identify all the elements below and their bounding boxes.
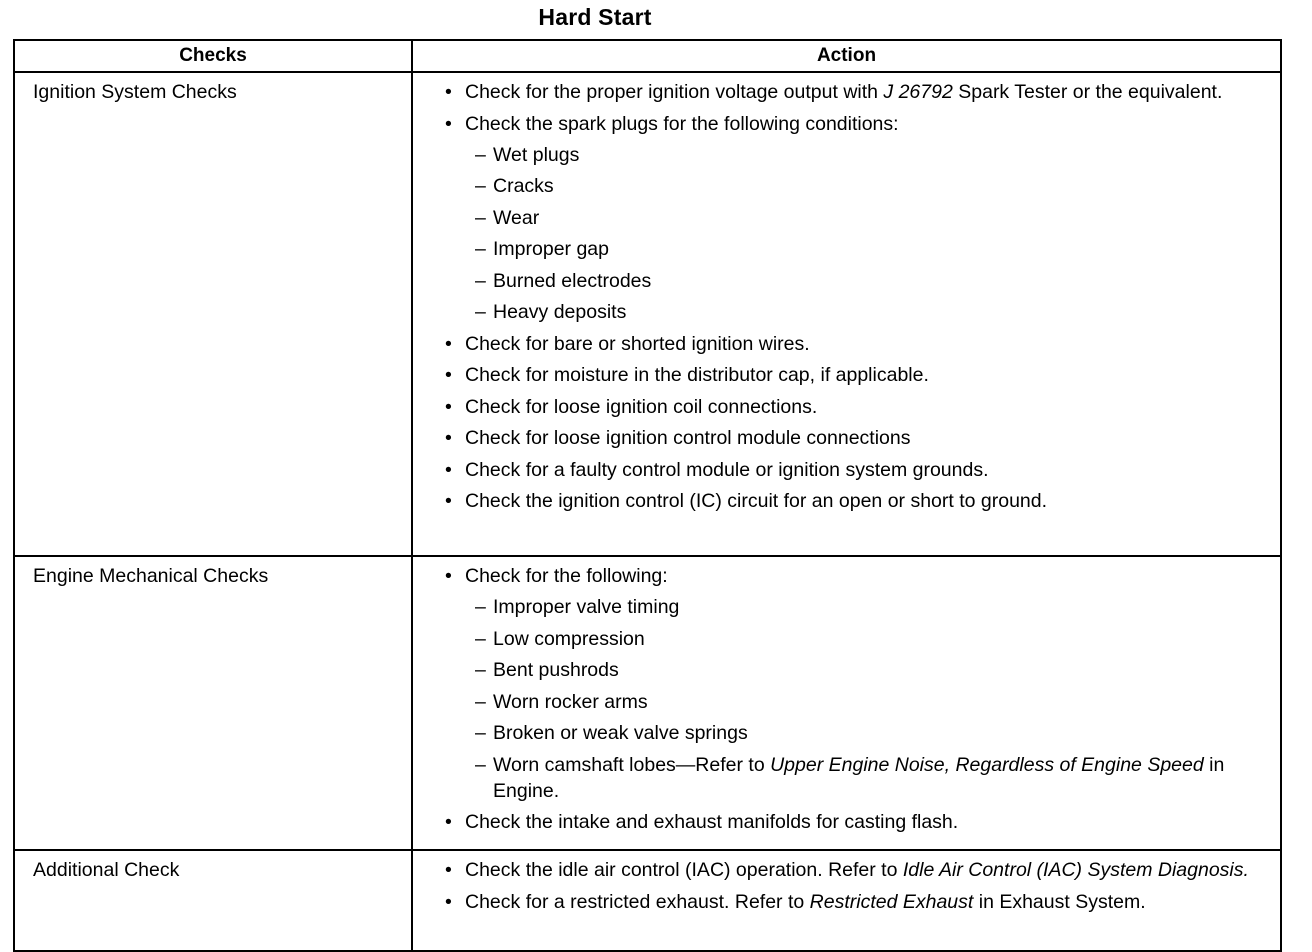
condition-list [465,594,1266,804]
action-list [443,857,1266,915]
table-header-row [14,40,1281,72]
table-row [14,72,1281,556]
action-item: • Check for a restricted exhaust. Refer to Restricted Exhaust in Exhaust System. [443,889,1266,915]
table-row [14,556,1281,850]
action-item: • Check for moisture in the distributor cap, if applicable. [443,362,1266,388]
action-item: • Check the spark plugs for the following conditions: – Wet plugs – Cracks – Wear – Improper gap – Burned electrodes – Heavy deposits [443,111,1266,326]
action-item: • Check for loose ignition control module connections [443,425,1266,451]
section-reference: Upper Engine Noise, Regardless of Engine Speed [770,753,1204,776]
column-header-checks: Checks [14,40,412,72]
condition-item: – Bent pushrods [475,657,1266,683]
action-item: • Check the intake and exhaust manifolds for casting flash. [443,809,1266,835]
condition-item: – Heavy deposits [475,299,1266,325]
condition-item: – Improper valve timing [475,594,1266,620]
section-reference: Restricted Exhaust [809,890,974,913]
condition-item: – Wear [475,205,1266,231]
condition-item: – Cracks [475,173,1266,199]
condition-list [465,142,1266,326]
action-item: • Check the ignition control (IC) circuit for an open or short to ground. [443,488,1266,514]
check-cell: Ignition System Checks [14,72,412,556]
action-cell [412,72,1281,556]
condition-item: – Low compression [475,626,1266,652]
action-item: • Check for the following: – Improper valve timing – Low compression – Bent pushrods – Worn rocker arms – Broken or weak valve springs – Worn camshaft lobes—Refer to Upper Engine Noise, Regardless of Engine Speed in Engine. [443,563,1266,804]
check-cell: Engine Mechanical Checks [14,556,412,850]
condition-item: – Worn camshaft lobes—Refer to Upper Engine Noise, Regardless of Engine Speed in Engine. [475,752,1266,804]
action-item: • Check for the proper ignition voltage output with J 26792 Spark Tester or the equivalent. [443,79,1266,105]
action-cell [412,850,1281,951]
action-item: • Check for a faulty control module or ignition system grounds. [443,457,1266,483]
condition-item: – Improper gap [475,236,1266,262]
action-list [443,79,1266,514]
condition-item: – Broken or weak valve springs [475,720,1266,746]
condition-item: – Wet plugs [475,142,1266,168]
page-title: Hard Start [538,4,652,30]
hard-start-table [13,39,1282,952]
action-item: • Check the idle air control (IAC) operation. Refer to Idle Air Control (IAC) System Diagnosis. [443,857,1266,883]
action-item: • Check for bare or shorted ignition wires. [443,331,1266,357]
check-cell: Additional Check [14,850,412,951]
column-header-action: Action [412,40,1281,72]
action-item: • Check for loose ignition coil connections. [443,394,1266,420]
condition-item: – Worn rocker arms [475,689,1266,715]
tool-reference: J 26792 [883,81,953,103]
action-cell [412,556,1281,850]
condition-item: – Burned electrodes [475,268,1266,294]
action-list [443,563,1266,835]
section-reference: Idle Air Control (IAC) System Diagnosis. [902,859,1249,881]
table-row [14,850,1281,951]
